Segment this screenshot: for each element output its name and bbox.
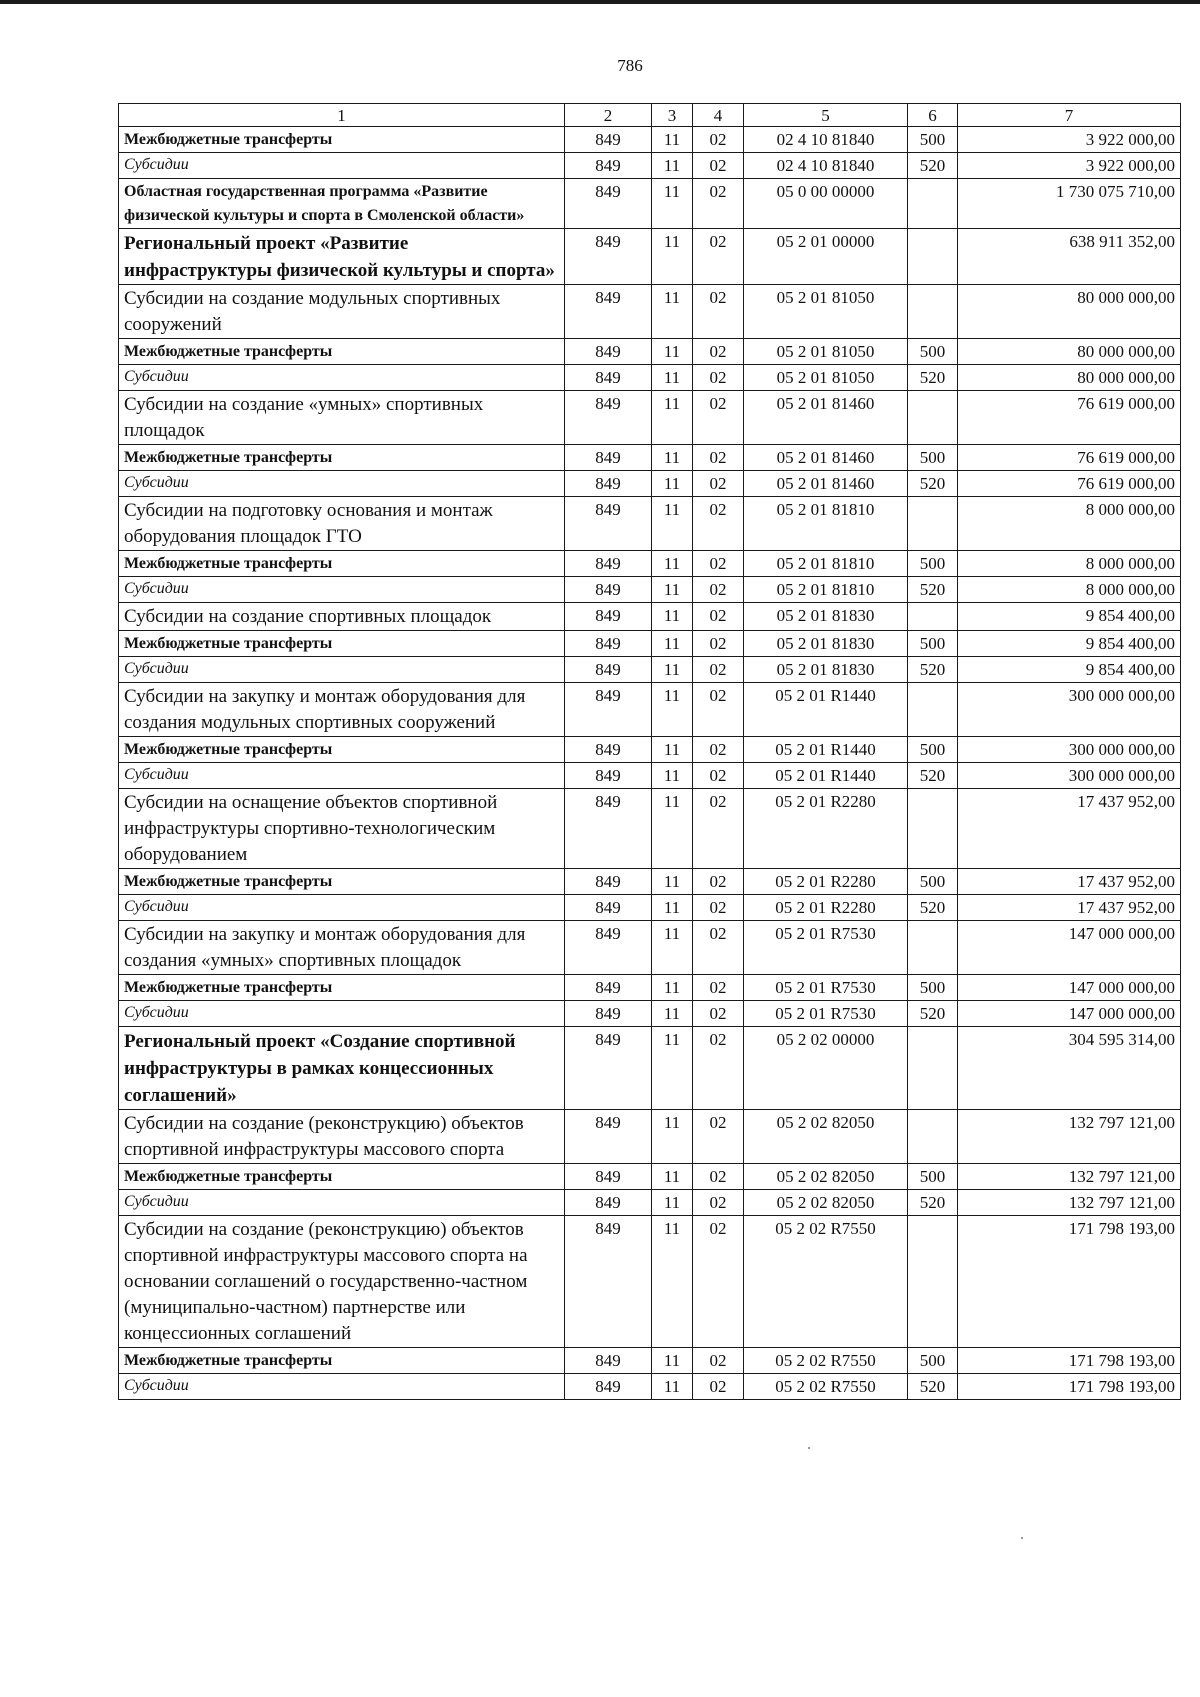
cell-subsection: 02: [693, 391, 744, 445]
table-row: [119, 1374, 1181, 1400]
cell-subsection: 02: [693, 921, 744, 975]
cell-admin-code: 849: [565, 1216, 652, 1348]
cell-amount: 132 797 121,00: [958, 1190, 1181, 1216]
cell-expense-type: 500: [908, 869, 958, 895]
cell-amount: 80 000 000,00: [958, 365, 1181, 391]
cell-amount: 132 797 121,00: [958, 1164, 1181, 1190]
cell-name: Субсидии на создание (реконструкцию) объектов спортивной инфраструктуры массового спорта: [119, 1110, 565, 1164]
cell-name: Субсидии на подготовку основания и монтаж оборудования площадок ГТО: [119, 497, 565, 551]
table-row: [119, 1027, 1181, 1110]
cell-name: Субсидии на создание спортивных площадок: [119, 603, 565, 631]
cell-admin-code: 849: [565, 1001, 652, 1027]
table-row: [119, 1164, 1181, 1190]
page-number: 786: [617, 56, 643, 75]
cell-amount: 76 619 000,00: [958, 445, 1181, 471]
cell-subsection: 02: [693, 229, 744, 285]
cell-subsection: 02: [693, 285, 744, 339]
cell-admin-code: 849: [565, 789, 652, 869]
cell-expense-type: [908, 921, 958, 975]
cell-name: Межбюджетные трансферты: [119, 631, 565, 657]
cell-target-article: 05 2 01 81050: [744, 339, 908, 365]
cell-admin-code: 849: [565, 339, 652, 365]
cell-section: 11: [652, 471, 693, 497]
cell-target-article: 05 2 01 00000: [744, 229, 908, 285]
cell-expense-type: 520: [908, 895, 958, 921]
cell-admin-code: 849: [565, 1164, 652, 1190]
cell-target-article: 05 2 01 R2280: [744, 869, 908, 895]
cell-section: 11: [652, 683, 693, 737]
cell-amount: 132 797 121,00: [958, 1110, 1181, 1164]
cell-subsection: 02: [693, 631, 744, 657]
cell-amount: 8 000 000,00: [958, 497, 1181, 551]
cell-amount: 76 619 000,00: [958, 391, 1181, 445]
cell-admin-code: 849: [565, 763, 652, 789]
cell-name: Субсидии: [119, 657, 565, 683]
cell-section: 11: [652, 1374, 693, 1400]
cell-expense-type: 520: [908, 763, 958, 789]
cell-name: Субсидии на создание (реконструкцию) объектов спортивной инфраструктуры массового спорта на основании соглашений о государственно-частном (муниципально-частном) партнерстве или концессионных соглашений: [119, 1216, 565, 1348]
cell-name: Субсидии: [119, 1190, 565, 1216]
cell-expense-type: 520: [908, 1190, 958, 1216]
table-row: [119, 1110, 1181, 1164]
table-row: [119, 1190, 1181, 1216]
cell-subsection: 02: [693, 1216, 744, 1348]
cell-expense-type: 520: [908, 1374, 958, 1400]
cell-name: Субсидии: [119, 763, 565, 789]
cell-section: 11: [652, 391, 693, 445]
cell-expense-type: [908, 683, 958, 737]
cell-target-article: 05 2 01 R1440: [744, 683, 908, 737]
cell-target-article: 02 4 10 81840: [744, 127, 908, 153]
table-row: [119, 497, 1181, 551]
table-row: [119, 895, 1181, 921]
cell-target-article: 05 2 01 R1440: [744, 737, 908, 763]
cell-section: 11: [652, 1164, 693, 1190]
cell-admin-code: 849: [565, 365, 652, 391]
scan-speck: [808, 1447, 810, 1449]
cell-expense-type: 520: [908, 657, 958, 683]
cell-target-article: 05 2 01 R7530: [744, 1001, 908, 1027]
cell-subsection: 02: [693, 471, 744, 497]
cell-section: 11: [652, 179, 693, 229]
table-row: [119, 1348, 1181, 1374]
top-border-rule: [0, 0, 1200, 4]
cell-target-article: 05 2 01 R7530: [744, 975, 908, 1001]
cell-expense-type: [908, 1027, 958, 1110]
cell-target-article: 05 2 01 81460: [744, 391, 908, 445]
cell-section: 11: [652, 445, 693, 471]
table-row: [119, 365, 1181, 391]
cell-section: 11: [652, 1190, 693, 1216]
cell-target-article: 05 2 01 81810: [744, 497, 908, 551]
cell-expense-type: 520: [908, 471, 958, 497]
cell-expense-type: 500: [908, 445, 958, 471]
table-row: [119, 229, 1181, 285]
table-row: [119, 179, 1181, 229]
cell-subsection: 02: [693, 577, 744, 603]
cell-expense-type: 520: [908, 365, 958, 391]
table-row: [119, 657, 1181, 683]
cell-subsection: 02: [693, 737, 744, 763]
cell-section: 11: [652, 577, 693, 603]
table-row: [119, 551, 1181, 577]
table-row: [119, 737, 1181, 763]
cell-subsection: 02: [693, 1164, 744, 1190]
cell-name: Субсидии: [119, 577, 565, 603]
cell-target-article: 05 2 01 81810: [744, 577, 908, 603]
table-row: [119, 153, 1181, 179]
cell-expense-type: 520: [908, 577, 958, 603]
cell-section: 11: [652, 285, 693, 339]
scan-speck: [1021, 1537, 1023, 1539]
header-row: [119, 104, 1181, 127]
cell-name: Субсидии: [119, 471, 565, 497]
header-col-4: 4: [693, 104, 744, 127]
cell-name: Субсидии на закупку и монтаж оборудования для создания «умных» спортивных площадок: [119, 921, 565, 975]
cell-expense-type: 520: [908, 153, 958, 179]
cell-amount: 76 619 000,00: [958, 471, 1181, 497]
cell-subsection: 02: [693, 497, 744, 551]
cell-name: Субсидии на создание модульных спортивных сооружений: [119, 285, 565, 339]
cell-section: 11: [652, 869, 693, 895]
table-row: [119, 763, 1181, 789]
cell-amount: 300 000 000,00: [958, 763, 1181, 789]
cell-target-article: 05 2 02 R7550: [744, 1348, 908, 1374]
cell-amount: 9 854 400,00: [958, 657, 1181, 683]
cell-name: Субсидии: [119, 365, 565, 391]
header-col-2: 2: [565, 104, 652, 127]
cell-target-article: 05 2 02 R7550: [744, 1374, 908, 1400]
cell-section: 11: [652, 895, 693, 921]
cell-expense-type: [908, 603, 958, 631]
cell-name: Межбюджетные трансферты: [119, 869, 565, 895]
cell-amount: 304 595 314,00: [958, 1027, 1181, 1110]
cell-subsection: 02: [693, 1027, 744, 1110]
cell-section: 11: [652, 763, 693, 789]
cell-name: Субсидии: [119, 1374, 565, 1400]
cell-expense-type: 500: [908, 339, 958, 365]
cell-admin-code: 849: [565, 127, 652, 153]
cell-target-article: 05 2 01 81830: [744, 631, 908, 657]
cell-subsection: 02: [693, 1001, 744, 1027]
cell-admin-code: 849: [565, 631, 652, 657]
cell-section: 11: [652, 789, 693, 869]
header-col-7: 7: [958, 104, 1181, 127]
cell-expense-type: [908, 179, 958, 229]
cell-admin-code: 849: [565, 229, 652, 285]
cell-name: Межбюджетные трансферты: [119, 551, 565, 577]
cell-amount: 147 000 000,00: [958, 1001, 1181, 1027]
table-row: [119, 577, 1181, 603]
cell-name: Субсидии на закупку и монтаж оборудования для создания модульных спортивных сооружений: [119, 683, 565, 737]
cell-target-article: 05 2 01 R2280: [744, 789, 908, 869]
cell-admin-code: 849: [565, 1110, 652, 1164]
cell-expense-type: [908, 1216, 958, 1348]
cell-section: 11: [652, 127, 693, 153]
cell-amount: 300 000 000,00: [958, 737, 1181, 763]
cell-admin-code: 849: [565, 603, 652, 631]
cell-name: Субсидии: [119, 895, 565, 921]
cell-subsection: 02: [693, 763, 744, 789]
cell-subsection: 02: [693, 975, 744, 1001]
cell-section: 11: [652, 921, 693, 975]
cell-section: 11: [652, 1027, 693, 1110]
cell-name: Субсидии: [119, 153, 565, 179]
cell-amount: 17 437 952,00: [958, 895, 1181, 921]
cell-amount: 171 798 193,00: [958, 1348, 1181, 1374]
cell-target-article: 05 2 02 82050: [744, 1190, 908, 1216]
cell-subsection: 02: [693, 869, 744, 895]
cell-subsection: 02: [693, 365, 744, 391]
cell-name: Субсидии на оснащение объектов спортивной инфраструктуры спортивно-технологическим оборудованием: [119, 789, 565, 869]
table-row: [119, 127, 1181, 153]
cell-admin-code: 849: [565, 391, 652, 445]
cell-target-article: 05 2 01 81050: [744, 285, 908, 339]
cell-subsection: 02: [693, 445, 744, 471]
cell-section: 11: [652, 365, 693, 391]
cell-expense-type: 500: [908, 127, 958, 153]
cell-section: 11: [652, 551, 693, 577]
cell-amount: 80 000 000,00: [958, 285, 1181, 339]
table-body: [119, 127, 1181, 1400]
cell-amount: 8 000 000,00: [958, 551, 1181, 577]
cell-expense-type: 500: [908, 1348, 958, 1374]
cell-section: 11: [652, 657, 693, 683]
cell-name: Межбюджетные трансферты: [119, 127, 565, 153]
cell-name: Межбюджетные трансферты: [119, 445, 565, 471]
table-header: [119, 104, 1181, 127]
cell-section: 11: [652, 229, 693, 285]
cell-section: 11: [652, 497, 693, 551]
cell-admin-code: 849: [565, 285, 652, 339]
cell-amount: 9 854 400,00: [958, 631, 1181, 657]
cell-target-article: 05 2 01 81830: [744, 603, 908, 631]
cell-name: Межбюджетные трансферты: [119, 737, 565, 763]
table-row: [119, 445, 1181, 471]
header-col-1: 1: [119, 104, 565, 127]
cell-expense-type: 500: [908, 1164, 958, 1190]
cell-subsection: 02: [693, 179, 744, 229]
table-row: [119, 975, 1181, 1001]
cell-admin-code: 849: [565, 737, 652, 763]
cell-expense-type: 500: [908, 737, 958, 763]
table-row: [119, 921, 1181, 975]
table-row: [119, 1001, 1181, 1027]
cell-amount: 147 000 000,00: [958, 921, 1181, 975]
cell-amount: 3 922 000,00: [958, 127, 1181, 153]
table-row: [119, 789, 1181, 869]
cell-amount: 638 911 352,00: [958, 229, 1181, 285]
cell-target-article: 05 2 01 81050: [744, 365, 908, 391]
cell-admin-code: 849: [565, 577, 652, 603]
cell-subsection: 02: [693, 789, 744, 869]
cell-expense-type: [908, 1110, 958, 1164]
table-row: [119, 471, 1181, 497]
cell-amount: 17 437 952,00: [958, 869, 1181, 895]
cell-target-article: 05 2 02 82050: [744, 1110, 908, 1164]
cell-target-article: 05 2 02 00000: [744, 1027, 908, 1110]
cell-name: Межбюджетные трансферты: [119, 339, 565, 365]
cell-expense-type: 500: [908, 551, 958, 577]
cell-subsection: 02: [693, 1190, 744, 1216]
table-row: [119, 339, 1181, 365]
cell-target-article: 05 0 00 00000: [744, 179, 908, 229]
table-row: [119, 391, 1181, 445]
cell-target-article: 05 2 01 R2280: [744, 895, 908, 921]
cell-section: 11: [652, 975, 693, 1001]
cell-section: 11: [652, 1110, 693, 1164]
cell-name: Областная государственная программа «Развитие физической культуры и спорта в Смоленской области»: [119, 179, 565, 229]
cell-name: Субсидии на создание «умных» спортивных площадок: [119, 391, 565, 445]
cell-subsection: 02: [693, 339, 744, 365]
cell-subsection: 02: [693, 603, 744, 631]
cell-expense-type: 520: [908, 1001, 958, 1027]
cell-amount: 171 798 193,00: [958, 1216, 1181, 1348]
cell-admin-code: 849: [565, 1190, 652, 1216]
cell-admin-code: 849: [565, 975, 652, 1001]
cell-subsection: 02: [693, 127, 744, 153]
cell-name: Региональный проект «Развитие инфраструктуры физической культуры и спорта»: [119, 229, 565, 285]
cell-target-article: 05 2 01 81460: [744, 471, 908, 497]
header-col-6: 6: [908, 104, 958, 127]
cell-section: 11: [652, 603, 693, 631]
cell-target-article: 02 4 10 81840: [744, 153, 908, 179]
cell-admin-code: 849: [565, 179, 652, 229]
cell-target-article: 05 2 01 81830: [744, 657, 908, 683]
cell-amount: 1 730 075 710,00: [958, 179, 1181, 229]
cell-subsection: 02: [693, 683, 744, 737]
table-row: [119, 285, 1181, 339]
cell-target-article: 05 2 01 81460: [744, 445, 908, 471]
cell-admin-code: 849: [565, 153, 652, 179]
cell-amount: 8 000 000,00: [958, 577, 1181, 603]
cell-amount: 147 000 000,00: [958, 975, 1181, 1001]
cell-name: Межбюджетные трансферты: [119, 1348, 565, 1374]
cell-expense-type: [908, 789, 958, 869]
cell-name: Межбюджетные трансферты: [119, 1164, 565, 1190]
cell-section: 11: [652, 631, 693, 657]
cell-section: 11: [652, 339, 693, 365]
cell-admin-code: 849: [565, 683, 652, 737]
cell-expense-type: 500: [908, 975, 958, 1001]
cell-section: 11: [652, 1001, 693, 1027]
cell-amount: 9 854 400,00: [958, 603, 1181, 631]
cell-admin-code: 849: [565, 445, 652, 471]
cell-admin-code: 849: [565, 471, 652, 497]
budget-table: [118, 103, 1181, 1400]
cell-amount: 80 000 000,00: [958, 339, 1181, 365]
cell-target-article: 05 2 02 82050: [744, 1164, 908, 1190]
cell-subsection: 02: [693, 657, 744, 683]
cell-target-article: 05 2 02 R7550: [744, 1216, 908, 1348]
table-row: [119, 631, 1181, 657]
cell-admin-code: 849: [565, 497, 652, 551]
cell-admin-code: 849: [565, 1027, 652, 1110]
table-row: [119, 683, 1181, 737]
cell-amount: 300 000 000,00: [958, 683, 1181, 737]
cell-subsection: 02: [693, 1374, 744, 1400]
cell-admin-code: 849: [565, 551, 652, 577]
cell-section: 11: [652, 737, 693, 763]
cell-admin-code: 849: [565, 869, 652, 895]
cell-name: Субсидии: [119, 1001, 565, 1027]
cell-amount: 3 922 000,00: [958, 153, 1181, 179]
cell-section: 11: [652, 1348, 693, 1374]
cell-expense-type: [908, 391, 958, 445]
table-row: [119, 869, 1181, 895]
cell-target-article: 05 2 01 R7530: [744, 921, 908, 975]
cell-admin-code: 849: [565, 921, 652, 975]
cell-section: 11: [652, 153, 693, 179]
cell-target-article: 05 2 01 81810: [744, 551, 908, 577]
cell-amount: 171 798 193,00: [958, 1374, 1181, 1400]
cell-expense-type: [908, 229, 958, 285]
cell-target-article: 05 2 01 R1440: [744, 763, 908, 789]
cell-subsection: 02: [693, 1110, 744, 1164]
cell-admin-code: 849: [565, 1374, 652, 1400]
cell-expense-type: 500: [908, 631, 958, 657]
cell-subsection: 02: [693, 153, 744, 179]
cell-expense-type: [908, 285, 958, 339]
table-row: [119, 603, 1181, 631]
header-col-5: 5: [744, 104, 908, 127]
cell-name: Межбюджетные трансферты: [119, 975, 565, 1001]
cell-name: Региональный проект «Создание спортивной инфраструктуры в рамках концессионных соглашений»: [119, 1027, 565, 1110]
header-col-3: 3: [652, 104, 693, 127]
cell-admin-code: 849: [565, 657, 652, 683]
cell-subsection: 02: [693, 1348, 744, 1374]
cell-subsection: 02: [693, 895, 744, 921]
table-row: [119, 1216, 1181, 1348]
cell-admin-code: 849: [565, 1348, 652, 1374]
cell-subsection: 02: [693, 551, 744, 577]
cell-amount: 17 437 952,00: [958, 789, 1181, 869]
cell-expense-type: [908, 497, 958, 551]
cell-section: 11: [652, 1216, 693, 1348]
cell-admin-code: 849: [565, 895, 652, 921]
